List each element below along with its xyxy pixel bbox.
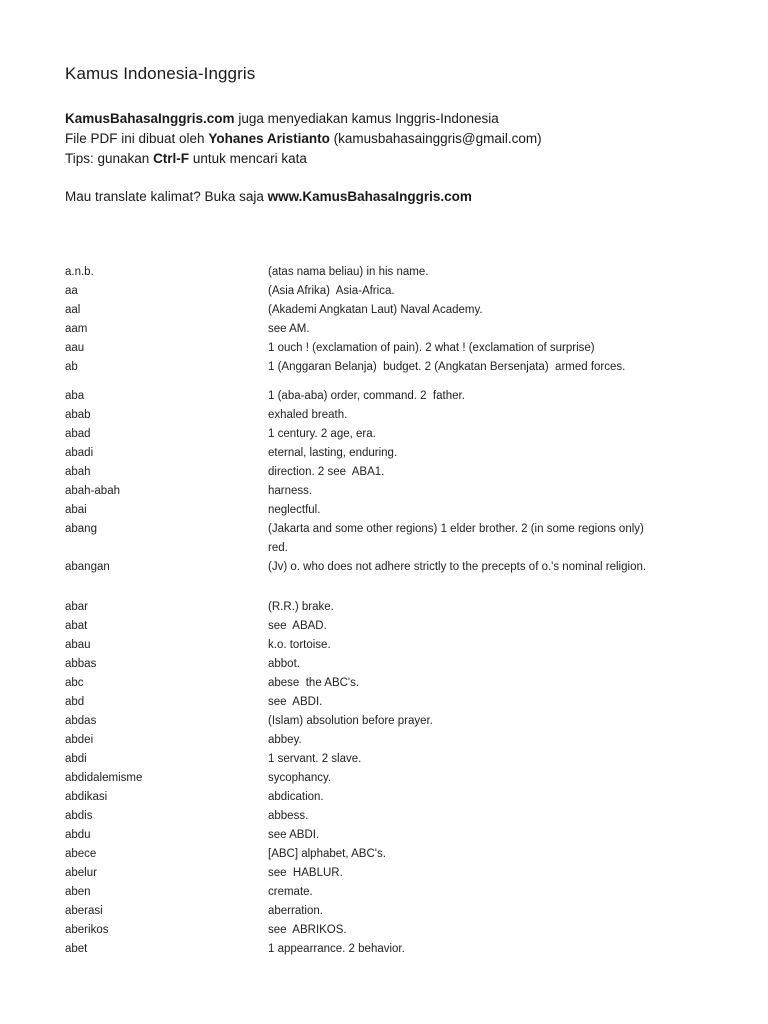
dictionary-row xyxy=(65,693,725,712)
document-title: Kamus Indonesia-Inggris xyxy=(65,64,256,83)
entry-definition xyxy=(268,769,725,788)
entry-definition xyxy=(268,598,725,617)
promo-line xyxy=(65,187,472,207)
entry-definition-line: abbess. xyxy=(268,810,309,822)
entry-word: aberasi xyxy=(65,905,103,917)
entry-definition-line: 1 ouch ! (exclamation of pain). 2 what ! (exclamation of surprise) xyxy=(268,342,595,354)
dictionary-row xyxy=(65,339,725,358)
intro-line xyxy=(65,109,542,129)
entry-word: abab xyxy=(65,409,91,421)
entry-definition xyxy=(268,263,725,282)
dictionary-row xyxy=(65,387,725,406)
promo-line-segment: Mau translate kalimat? Buka saja xyxy=(65,189,268,204)
entry-definition-line: abbot. xyxy=(268,658,300,670)
entry-definition xyxy=(268,674,725,693)
dictionary-row xyxy=(65,750,725,769)
entry-word: abangan xyxy=(65,561,110,573)
entry-word: a.n.b. xyxy=(65,266,94,278)
entry-word: abai xyxy=(65,504,87,516)
entry-definition xyxy=(268,826,725,845)
entry-definition xyxy=(268,387,725,406)
entry-word: abc xyxy=(65,677,84,689)
dictionary-row xyxy=(65,444,725,463)
entry-word: abelur xyxy=(65,867,97,879)
dictionary-row xyxy=(65,864,725,883)
entry-definition xyxy=(268,558,725,577)
dictionary-row xyxy=(65,788,725,807)
entry-word: abadi xyxy=(65,447,94,459)
entry-definition-line: 1 century. 2 age, era. xyxy=(268,428,376,440)
entry-definition-line: abese the ABC's. xyxy=(268,677,360,689)
intro-line-segment: File PDF ini dibuat oleh xyxy=(65,131,209,146)
entry-definition-line: [ABC] alphabet, ABC's. xyxy=(268,848,386,860)
entry-group xyxy=(65,387,725,577)
dictionary-row xyxy=(65,674,725,693)
intro-line-segment: Tips: gunakan xyxy=(65,151,154,166)
dictionary-row xyxy=(65,731,725,750)
entry-definition xyxy=(268,750,725,769)
entry-definition xyxy=(268,636,725,655)
dictionary-row xyxy=(65,358,725,377)
entry-word: abdidalemisme xyxy=(65,772,143,784)
entry-word: abdas xyxy=(65,715,97,727)
entry-definition xyxy=(268,425,725,444)
entry-definition-line: 1 (Anggaran Belanja) budget. 2 (Angkatan Bersenjata) armed forces. xyxy=(268,361,626,373)
entry-word: abdikasi xyxy=(65,791,108,803)
entry-definition xyxy=(268,864,725,883)
entry-word: aau xyxy=(65,342,85,354)
dictionary-entries xyxy=(65,263,725,959)
entry-word: abah xyxy=(65,466,91,478)
dictionary-row xyxy=(65,883,725,902)
entry-definition-line: red. xyxy=(268,542,288,554)
promo-line-segment: www.KamusBahasaInggris.com xyxy=(267,189,472,204)
dictionary-row xyxy=(65,520,725,558)
entry-definition xyxy=(268,358,725,377)
dictionary-row xyxy=(65,845,725,864)
intro-line-segment: Yohanes Aristianto xyxy=(208,131,330,146)
entry-definition-line: (Islam) absolution before prayer. xyxy=(268,715,433,727)
entry-definition xyxy=(268,339,725,358)
intro-line-segment: juga menyediakan kamus Inggris-Indonesia xyxy=(234,111,499,126)
entry-definition xyxy=(268,788,725,807)
dictionary-row xyxy=(65,807,725,826)
entry-word: abah-abah xyxy=(65,485,120,497)
entry-definition-line: neglectful. xyxy=(268,504,321,516)
entry-definition-line: (Jv) o. who does not adhere strictly to the precepts of o.'s nominal religion. xyxy=(268,561,647,573)
entry-word: abang xyxy=(65,523,97,535)
dictionary-row xyxy=(65,558,725,577)
entry-definition xyxy=(268,406,725,425)
entry-word: abd xyxy=(65,696,85,708)
entry-word: ab xyxy=(65,361,78,373)
entry-definition-line: (Asia Afrika) Asia-Africa. xyxy=(268,285,395,297)
entry-definition xyxy=(268,482,725,501)
entry-definition-line: see ABDI. xyxy=(268,829,320,841)
entry-word: abbas xyxy=(65,658,97,670)
entry-definition-line: see ABDI. xyxy=(268,696,323,708)
dictionary-row xyxy=(65,482,725,501)
dictionary-row xyxy=(65,940,725,959)
intro-line xyxy=(65,129,542,149)
entry-word: abar xyxy=(65,601,89,613)
entry-definition xyxy=(268,921,725,940)
dictionary-row xyxy=(65,501,725,520)
entry-word: abdi xyxy=(65,753,87,765)
entry-word: abdis xyxy=(65,810,93,822)
entry-definition xyxy=(268,444,725,463)
entry-definition xyxy=(268,617,725,636)
entry-definition-line: harness. xyxy=(268,485,313,497)
entry-definition xyxy=(268,282,725,301)
dictionary-row xyxy=(65,301,725,320)
entry-definition-line: (Jakarta and some other regions) 1 elder brother. 2 (in some regions only) xyxy=(268,523,644,535)
entry-word: abau xyxy=(65,639,91,651)
entry-group xyxy=(65,598,725,959)
entry-definition xyxy=(268,940,725,959)
entry-definition xyxy=(268,655,725,674)
entry-definition-line: cremate. xyxy=(268,886,313,898)
entry-word: aam xyxy=(65,323,88,335)
dictionary-row xyxy=(65,425,725,444)
dictionary-row xyxy=(65,921,725,940)
entry-definition-line: (R.R.) brake. xyxy=(268,601,334,613)
entry-definition xyxy=(268,693,725,712)
entry-definition-line: abdication. xyxy=(268,791,324,803)
entry-word: abece xyxy=(65,848,97,860)
intro-line-segment: KamusBahasaInggris.com xyxy=(65,111,235,126)
entry-word: abad xyxy=(65,428,91,440)
entry-group xyxy=(65,263,725,377)
dictionary-row xyxy=(65,769,725,788)
entry-definition xyxy=(268,520,725,558)
intro-line-segment: Ctrl-F xyxy=(153,151,190,166)
entry-definition-line: see ABRIKOS. xyxy=(268,924,347,936)
entry-definition-line: k.o. tortoise. xyxy=(268,639,331,651)
entry-definition-line: see AM. xyxy=(268,323,310,335)
entry-definition-line: (Akademi Angkatan Laut) Naval Academy. xyxy=(268,304,483,316)
entry-word: aba xyxy=(65,390,85,402)
entry-definition-line: aberration. xyxy=(268,905,323,917)
entry-definition xyxy=(268,712,725,731)
entry-word: abdu xyxy=(65,829,91,841)
entry-word: aal xyxy=(65,304,81,316)
dictionary-row xyxy=(65,463,725,482)
intro-paragraph xyxy=(65,109,542,169)
entry-definition xyxy=(268,501,725,520)
dictionary-row xyxy=(65,826,725,845)
dictionary-row xyxy=(65,320,725,339)
entry-definition xyxy=(268,463,725,482)
entry-word: aben xyxy=(65,886,91,898)
intro-line-segment: untuk mencari kata xyxy=(189,151,307,166)
entry-definition xyxy=(268,807,725,826)
entry-word: aa xyxy=(65,285,78,297)
dictionary-row xyxy=(65,902,725,921)
entry-definition-line: 1 appearrance. 2 behavior. xyxy=(268,943,405,955)
entry-definition xyxy=(268,301,725,320)
entry-definition-line: see HABLUR. xyxy=(268,867,343,879)
entry-definition xyxy=(268,731,725,750)
entry-definition-line: exhaled breath. xyxy=(268,409,348,421)
entry-definition-line: eternal, lasting, enduring. xyxy=(268,447,398,459)
intro-line-segment: (kamusbahasainggris@gmail.com) xyxy=(329,131,542,146)
entry-definition-line: (atas nama beliau) in his name. xyxy=(268,266,429,278)
dictionary-row xyxy=(65,636,725,655)
entry-word: abdei xyxy=(65,734,94,746)
entry-definition-line: direction. 2 see ABA1. xyxy=(268,466,385,478)
entry-definition xyxy=(268,883,725,902)
entry-word: abet xyxy=(65,943,88,955)
entry-definition-line: 1 (aba-aba) order, command. 2 father. xyxy=(268,390,465,402)
entry-word: abat xyxy=(65,620,88,632)
entry-word: aberikos xyxy=(65,924,109,936)
entry-definition xyxy=(268,845,725,864)
dictionary-row xyxy=(65,655,725,674)
dictionary-row xyxy=(65,282,725,301)
entry-definition-line: sycophancy. xyxy=(268,772,332,784)
entry-definition xyxy=(268,320,725,339)
dictionary-row xyxy=(65,598,725,617)
dictionary-row xyxy=(65,263,725,282)
dictionary-row xyxy=(65,712,725,731)
entry-definition xyxy=(268,902,725,921)
dictionary-row xyxy=(65,406,725,425)
entry-definition-line: 1 servant. 2 slave. xyxy=(268,753,362,765)
entry-definition-line: see ABAD. xyxy=(268,620,327,632)
dictionary-row xyxy=(65,617,725,636)
entry-definition-line: abbey. xyxy=(268,734,302,746)
intro-line xyxy=(65,149,542,169)
